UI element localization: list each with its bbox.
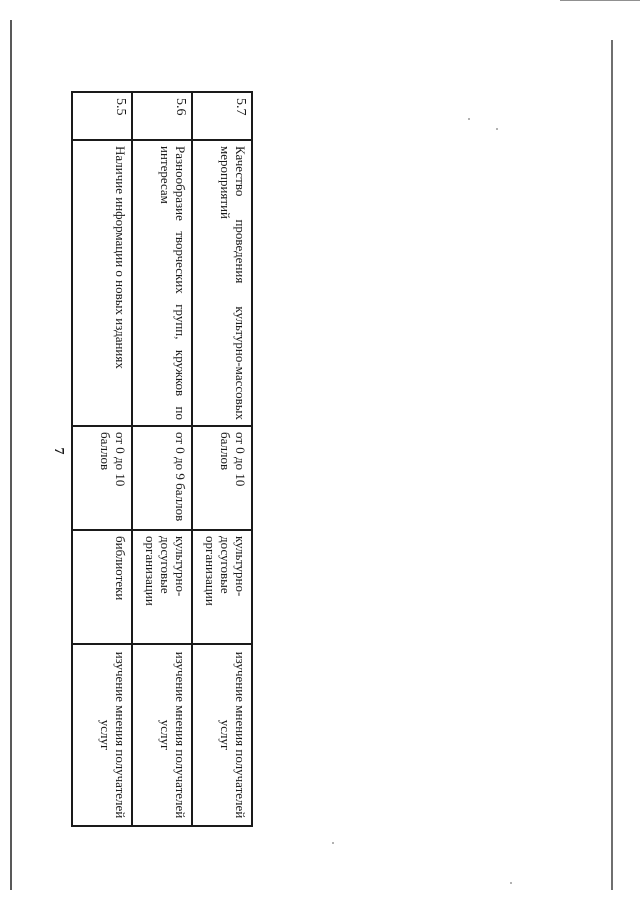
score-range: от 0 до 10 баллов	[192, 426, 252, 530]
scan-edge-left	[10, 20, 12, 890]
organization-type: культурно-досуговые организации	[132, 530, 192, 644]
organization-type: культурно-досуговые организации	[192, 530, 252, 644]
table-row	[192, 92, 252, 826]
scan-speck	[510, 882, 512, 884]
table-row	[132, 92, 192, 826]
score-range: от 0 до 10 баллов	[72, 426, 132, 530]
criterion-name-line: интересам	[158, 146, 173, 204]
scan-speck	[468, 118, 470, 120]
page-number: 7	[51, 447, 66, 455]
score-range: от 0 до 9 баллов	[132, 426, 192, 530]
criterion-name	[132, 140, 192, 426]
scan-speck	[496, 128, 498, 130]
criterion-name	[72, 140, 132, 426]
scan-speck	[332, 842, 334, 844]
organization-type: библиотеки	[72, 530, 132, 644]
row-number: 5.6	[132, 92, 192, 140]
criterion-name-line: Разнообразие творческих групп, кружков по	[173, 146, 188, 420]
table-row	[72, 92, 132, 826]
evaluation-method: изучение мнения получателей услуг	[192, 644, 252, 826]
row-number: 5.7	[192, 92, 252, 140]
criterion-name-line: Качество проведения культурно-массовых	[233, 146, 248, 420]
scan-edge-top	[560, 0, 640, 1]
row-number: 5.5	[72, 92, 132, 140]
evaluation-method: изучение мнения получателей услуг	[72, 644, 132, 826]
evaluation-method: изучение мнения получателей услуг	[132, 644, 192, 826]
criteria-table	[71, 91, 253, 827]
criteria-table-wrapper	[73, 91, 253, 819]
criterion-name-line: мероприятий	[218, 146, 233, 219]
criterion-name-line: Наличие информации о новых изданиях	[113, 146, 128, 369]
scan-edge-right	[611, 40, 613, 890]
criterion-name	[192, 140, 252, 426]
